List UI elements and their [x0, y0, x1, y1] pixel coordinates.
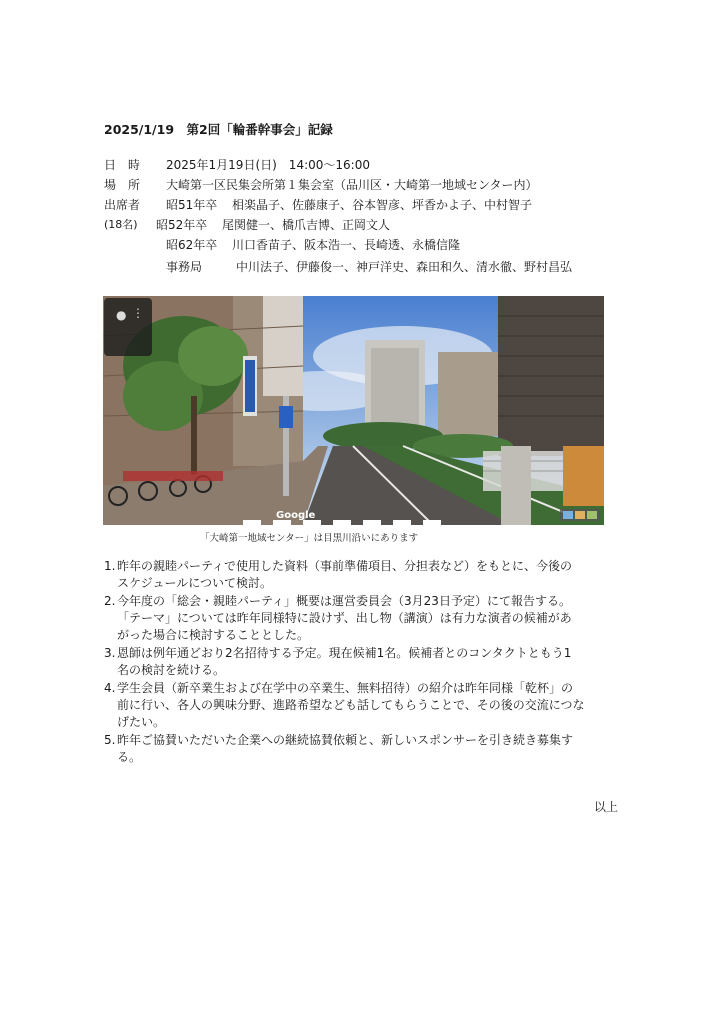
date-label: 日 時 — [104, 158, 141, 172]
document-title: 2025/1/19 第2回「輪番幹事会」記録 — [104, 122, 333, 137]
attendee-names: 川口香苗子、阪本浩一、長崎透、永橋信隆 — [232, 238, 461, 252]
date-value: 2025年1月19日(日) 14:00〜16:00 — [166, 158, 370, 172]
agenda-list — [104, 558, 624, 767]
attendee-names: 相楽晶子、佐藤康子、谷本智彦、坪香かよ子、中村智子 — [232, 198, 533, 212]
place-value: 大崎第一区民集会所第１集会室（品川区・大崎第一地域センター内） — [166, 178, 538, 192]
class-label: 事務局 — [166, 260, 203, 274]
attendee-names: 中川法子、伊藤俊一、神戸洋史、森田和久、清水徹、野村昌弘 — [236, 260, 573, 274]
attendee-count: (18名) — [104, 218, 138, 231]
photo-controls[interactable] — [104, 298, 152, 356]
photo-caption: 「大崎第一地域センター」は目黒川沿いにあります — [200, 533, 419, 544]
google-watermark: Google — [276, 510, 316, 521]
list-item: 4. 学生会員（新卒業生および在学中の卒業生、無料招待）の紹介は昨年同様「乾杯」の 前に行い、各人の興味分野、進路希望なども話してもらうことで、その後の交流につな げたい。 — [104, 681, 585, 729]
closing-text: 以上 — [594, 800, 619, 814]
list-item: 3. 恩師は例年通どおり2名招待する予定。現在候補1名。候補者とのコンタクトともう1 名の検討を続ける。 — [104, 646, 572, 677]
more-vert-icon[interactable]: ⋮ — [132, 306, 144, 320]
class-label: 昭62年卒 — [166, 238, 218, 252]
street-view-photo — [103, 296, 604, 525]
list-item: 1. 昨年の親睦パーティで使用した資料（事前準備項目、分担表など）をもとに、今後の スケジュールについて検討。 — [104, 559, 573, 590]
place-label: 場 所 — [104, 178, 141, 192]
list-item: 2. 今年度の「総会・親睦パーティ」概要は運営委員会（3月23日予定）にて報告する。 「テーマ」については昨年同様特に設けず、出し物（講演）は有力な演者の候補があ がった場合に検討することとした。 — [104, 594, 572, 642]
attendees-label: 出席者 — [104, 198, 141, 212]
map-pin-icon[interactable]: ● — [116, 308, 127, 322]
attendee-names: 尾関健一、橋爪吉博、正岡文人 — [222, 218, 391, 232]
class-label: 昭51年卒 — [166, 198, 218, 212]
class-label: 昭52年卒 — [156, 218, 208, 232]
list-item: 5. 昨年ご協賛いただいた企業への継続協賛依頼と、新しいスポンサーを引き続き募集す る。 — [104, 733, 574, 764]
